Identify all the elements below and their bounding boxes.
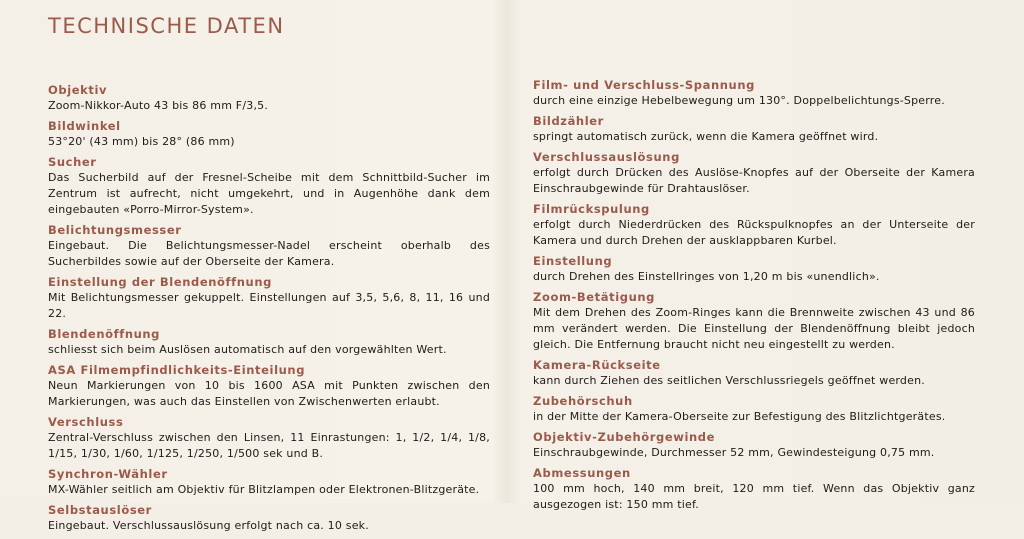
spec-text: 53°20' (43 mm) bis 28° (86 mm) [48, 135, 235, 148]
spec-text: Mit Belichtungsmesser gekuppelt. Einstellungen auf 3,5, 5,6, 8, 11, 16 und 22. [48, 291, 490, 320]
spec-einstellung [533, 254, 975, 285]
spec-text: Mit dem Drehen des Zoom-Ringes kann die Brennweite zwischen 43 und 86 mm verändert werden. Die Einstellung der Blendenöffnung bleibt jedoch gleich. Die Entfernung braucht nicht neu eingestellt zu werden. [533, 306, 975, 351]
spec-heading: Synchron-Wähler [48, 467, 168, 481]
spec-text: springt automatisch zurück, wenn die Kamera geöffnet wird. [533, 130, 879, 143]
spec-verschluss [48, 415, 490, 462]
spec-text: 100 mm hoch, 140 mm breit, 120 mm tief. Wenn das Objektiv ganz ausgezogen ist: 150 mm tief. [533, 482, 975, 511]
spec-text: durch eine einzige Hebelbewegung um 130°. Doppelbelichtungs-Sperre. [533, 94, 945, 107]
spec-text: erfolgt durch Niederdrücken des Rückspulknopfes an der Unterseite der Kamera und durch Drehen der ausklappbaren Kurbel. [533, 218, 975, 247]
spec-text: kann durch Ziehen des seitlichen Verschlussriegels geöffnet werden. [533, 374, 925, 387]
spec-text: durch Drehen des Einstellringes von 1,20 m bis «unendlich». [533, 270, 880, 283]
spec-text: Einschraubgewinde, Durchmesser 52 mm, Gewindesteigung 0,75 mm. [533, 446, 935, 459]
spec-bildzaehler [533, 114, 975, 145]
spec-verschlussausloesung [533, 150, 975, 197]
spec-heading: Belichtungsmesser [48, 223, 182, 237]
spec-text: schliesst sich beim Auslösen automatisch auf den vorgewählten Wert. [48, 343, 447, 356]
spec-heading: Filmrückspulung [533, 202, 650, 216]
spec-zoom [533, 290, 975, 353]
spec-text: Zoom-Nikkor-Auto 43 bis 86 mm F/3,5. [48, 99, 269, 112]
spec-text: Eingebaut. Die Belichtungsmesser-Nadel erscheint oberhalb des Sucherbildes sowie auf der Oberseite der Kamera. [48, 239, 490, 268]
spec-heading: Sucher [48, 155, 97, 169]
spec-heading: Kamera-Rückseite [533, 358, 661, 372]
spec-heading: Bildzähler [533, 114, 604, 128]
spec-text: erfolgt durch Drücken des Auslöse-Knopfes auf der Oberseite der Kamera Einschraubgewinde für Drahtauslöser. [533, 166, 975, 195]
spec-zubehoergewinde [533, 430, 975, 461]
spec-synchron [48, 467, 490, 498]
spec-heading: Objektiv [48, 83, 108, 97]
spec-text: Eingebaut. Verschlussauslösung erfolgt nach ca. 10 sek. [48, 519, 369, 532]
spec-zubehoerschuh [533, 394, 975, 425]
spec-heading: Objektiv-Zubehörgewinde [533, 430, 716, 444]
spec-abmessungen [533, 466, 975, 513]
spec-text: in der Mitte der Kamera-Oberseite zur Befestigung des Blitzlichtgerätes. [533, 410, 946, 423]
spec-heading: Selbstauslöser [48, 503, 152, 517]
spec-text: Das Sucherbild auf der Fresnel-Scheibe mit dem Schnittbild-Sucher im Zentrum ist aufrecht, nicht umgekehrt, und in Augenhöhe dank dem eingebauten «Porro-Mirror-System». [48, 171, 490, 216]
spec-heading: ASA Filmempfindlichkeits-Einteilung [48, 363, 306, 377]
spec-text: Zentral-Verschluss zwischen den Linsen, 11 Einrastungen: 1, 1/2, 1/4, 1/8, 1/15, 1/30, 1/60, 1/125, 1/250, 1/500 sek und B. [48, 431, 490, 460]
spec-sucher [48, 155, 490, 218]
spec-heading: Verschlussauslösung [533, 150, 680, 164]
spec-einstellung-blende [48, 275, 490, 322]
spec-heading: Bildwinkel [48, 119, 121, 133]
right-column [533, 78, 975, 518]
spec-spannung [533, 78, 975, 109]
spec-heading: Zoom-Betätigung [533, 290, 655, 304]
spec-text: Neun Markierungen von 10 bis 1600 ASA mit Punkten zwischen den Markierungen, was auch das Einstellen von Zwischenwerten erlaubt. [48, 379, 490, 408]
page-title: TECHNISCHE DATEN [48, 14, 285, 38]
spec-objektiv [48, 83, 490, 114]
spec-heading: Blendenöffnung [48, 327, 161, 341]
spec-bildwinkel [48, 119, 490, 150]
spec-belichtungsmesser [48, 223, 490, 270]
spec-rueckseite [533, 358, 975, 389]
spec-heading: Einstellung [533, 254, 613, 268]
spec-filmrueckspulung [533, 202, 975, 249]
spec-heading: Einstellung der Blendenöffnung [48, 275, 272, 289]
left-column [48, 83, 490, 539]
spec-heading: Verschluss [48, 415, 124, 429]
spec-heading: Abmessungen [533, 466, 631, 480]
spec-text: MX-Wähler seitlich am Objektiv für Blitzlampen oder Elektronen-Blitzgeräte. [48, 483, 480, 496]
spec-heading: Zubehörschuh [533, 394, 633, 408]
spec-selbstausloeser [48, 503, 490, 534]
spec-asa [48, 363, 490, 410]
spec-heading: Film- und Verschluss-Spannung [533, 78, 755, 92]
spec-blendenoeffnung [48, 327, 490, 358]
